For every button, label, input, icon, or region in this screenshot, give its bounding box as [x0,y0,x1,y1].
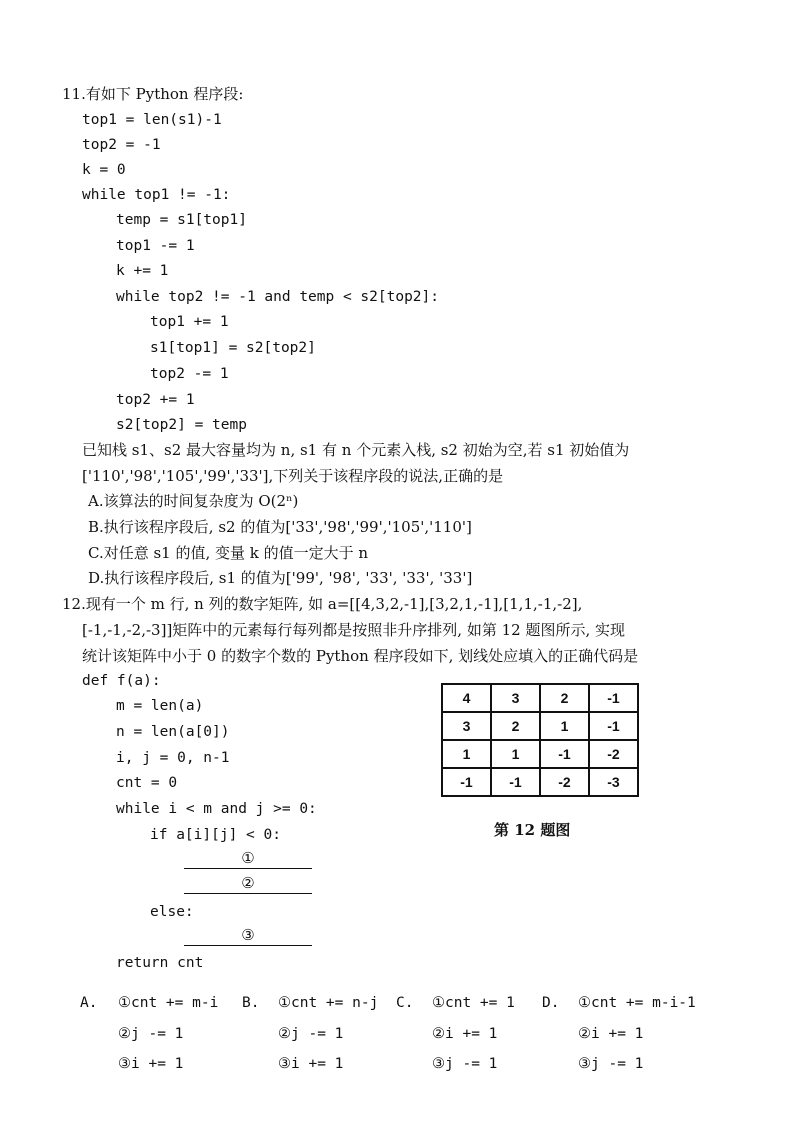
q11-stem: 11.有如下 Python 程序段: [62,85,244,103]
q11-code-line: k = 0 [82,162,126,178]
option-line: ①cnt += 1 [432,995,515,1011]
q11-code-line: s1[top1] = s2[top2] [150,340,316,356]
q12-code-line: i, j = 0, n-1 [116,750,230,766]
q12-code-line: return cnt [116,955,204,971]
matrix-cell: -3 [589,768,638,796]
q12-code-line: else: [150,904,194,920]
fill-blank-1[interactable]: ① [184,848,312,869]
matrix-cell: -2 [540,768,589,796]
q12-code-line: cnt = 0 [116,775,178,791]
matrix-cell: 4 [442,684,491,712]
matrix-cell: -1 [589,684,638,712]
q12-code-line: while i < m and j >= 0: [116,801,317,817]
matrix-cell: 3 [442,712,491,740]
q11-code-line: top1 += 1 [150,314,229,330]
matrix-cell: -1 [442,768,491,796]
option-line: ①cnt += n-j [278,995,379,1011]
q11-code-line: top1 -= 1 [116,238,195,254]
q11-code-line: s2[top2] = temp [116,417,247,433]
matrix-cell: 1 [540,712,589,740]
option-line: ③i += 1 [118,1056,184,1072]
matrix-cell: 1 [442,740,491,768]
matrix-cell: -2 [589,740,638,768]
q11-code-line: top2 += 1 [116,392,195,408]
option-letter: A. [80,995,98,1011]
q11-code-line: temp = s1[top1] [116,212,247,228]
q12-stem: 12.现有一个 m 行, n 列的数字矩阵, 如 a=[[4,3,2,-1],[3,2,1,-1],[1,1,-1,-2], [62,595,583,613]
q11-option-b: B.执行该程序段后, s2 的值为['33','98','99','105','110'] [88,518,472,536]
q12-code-line: if a[i][j] < 0: [150,827,281,843]
q11-code-line: top1 = len(s1)-1 [82,112,222,128]
q12-code-line: def f(a): [82,673,161,689]
matrix-cell: 3 [491,684,540,712]
option-line: ②i += 1 [432,1026,498,1042]
option-line: ②i += 1 [578,1026,644,1042]
q11-option-c: C.对任意 s1 的值, 变量 k 的值一定大于 n [88,544,369,562]
q11-code-line: k += 1 [116,263,169,279]
fill-blank-2[interactable]: ② [184,873,312,894]
fill-blank-3[interactable]: ③ [184,925,312,946]
q11-option-d: D.执行该程序段后, s1 的值为['99', '98', '33', '33', '33'] [88,569,473,587]
matrix-figure [441,683,639,797]
matrix-cell: -1 [589,712,638,740]
matrix-cell: 2 [491,712,540,740]
matrix-cell: -1 [491,768,540,796]
option-line: ③i += 1 [278,1056,344,1072]
q11-code-line: while top1 != -1: [82,187,231,203]
matrix-cell: 2 [540,684,589,712]
matrix-cell: 1 [491,740,540,768]
q12-stem: 统计该矩阵中小于 0 的数字个数的 Python 程序段如下, 划线处应填入的正确代码是 [82,647,639,665]
q11-desc: ['110','98','105','99','33'],下列关于该程序段的说法,正确的是 [82,467,504,485]
q11-option-a: A.该算法的时间复杂度为 O(2ⁿ) [88,492,299,510]
option-letter: C. [396,995,414,1011]
option-letter: D. [542,995,560,1011]
option-line: ③j -= 1 [578,1056,644,1072]
option-line: ①cnt += m-i-1 [578,995,696,1011]
option-line: ③j -= 1 [432,1056,498,1072]
q11-code-line: while top2 != -1 and temp < s2[top2]: [116,289,440,305]
matrix-cell: -1 [540,740,589,768]
q12-code-line: n = len(a[0]) [116,724,230,740]
option-line: ①cnt += m-i [118,995,219,1011]
q12-code-line: m = len(a) [116,698,204,714]
option-line: ②j -= 1 [118,1026,184,1042]
option-line: ②j -= 1 [278,1026,344,1042]
q11-desc: 已知栈 s1、s2 最大容量均为 n, s1 有 n 个元素入栈, s2 初始为空,若 s1 初始值为 [82,441,630,459]
q11-code-line: top2 -= 1 [150,366,229,382]
option-letter: B. [242,995,260,1011]
figure-caption: 第 12 题图 [494,821,571,839]
q11-code-line: top2 = -1 [82,137,161,153]
q12-stem: [-1,-1,-2,-3]]矩阵中的元素每行每列都是按照非升序排列, 如第 12 题图所示, 实现 [82,621,626,639]
